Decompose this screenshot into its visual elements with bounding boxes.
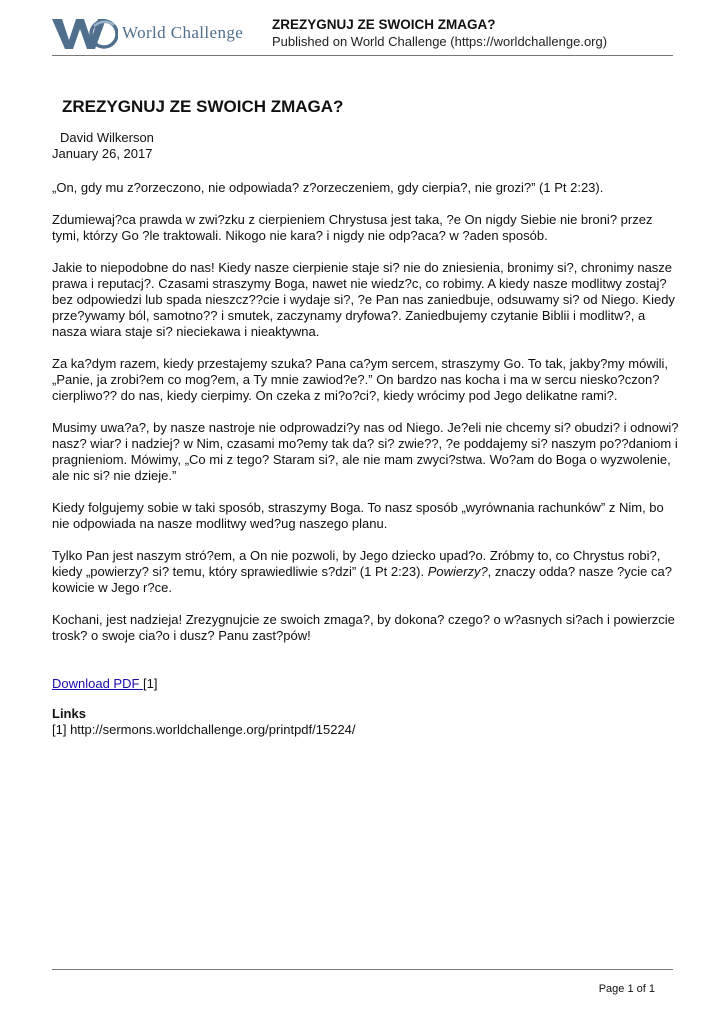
article-body	[52, 130, 682, 738]
footer-divider	[52, 969, 673, 970]
header-subtitle: Published on World Challenge (https://worldchallenge.org)	[272, 34, 608, 49]
download-reference: [1]	[143, 676, 158, 691]
header-title: ZREZYGNUJ ZE SWOICH ZMAGA?	[272, 17, 496, 32]
paragraph: Kochani, jest nadzieja! Zrezygnujcie ze swoich zmaga?, by dokona? czego? o w?asnych si?ach i powierzcie trosk? o swoje cia?o i dusz? Panu zast?pów!	[52, 612, 675, 643]
globe-logo-icon	[52, 16, 118, 50]
page-number: Page 1 of 1	[598, 983, 655, 995]
paragraph-text: , znaczy odda? nasze ?ycie ca?kowicie w Jego r?ce.	[52, 564, 672, 595]
page-title: ZREZYGNUJ ZE SWOICH ZMAGA?	[62, 97, 344, 116]
paragraph	[52, 548, 682, 596]
paragraph: Za ka?dym razem, kiedy przestajemy szuka? Pana ca?ym sercem, straszymy Go. To tak, jakby?my mówili, „Panie, ja zrobi?em co mog?em, a Ty mnie zawiod?e?.” On bardzo nas kocha i ma w sercu niesko?czon? cierpliwo?? do nas, kiedy cierpimy. On czeka z mi?o?ci?, kiedy wrócimy pod Jego delikatne rami?.	[52, 356, 669, 403]
world-challenge-logo[interactable]	[52, 14, 257, 52]
download-line	[52, 676, 682, 692]
author: David Wilkerson	[60, 130, 154, 145]
paragraph: Jakie to niepodobne do nas! Kiedy nasze cierpienie staje si? nie do zniesienia, bronimy si?, chronimy nasze prawa i reputacj?. Czasami straszymy Boga, nawet nie wiedz?c, co robimy. A kiedy nasze modlitwy zostaj? bez odpowiedzi lub spada nieszcz??cie i wydaje si?, ?e Pan nas zaniedbuje, odsuwamy si? od Niego. Kiedy prze?ywamy ból, samotno?? i smutek, zaczynamy dryfowa?. Zaniedbujemy czytanie Biblii i modlitw?, a nasza wiara staje si? nieciekawa i nieaktywna.	[52, 260, 675, 339]
paragraph: Zdumiewaj?ca prawda w zwi?zku z cierpieniem Chrystusa jest taka, ?e On nigdy Siebie nie broni? przez tymi, którzy Go ?le traktowali. Nikogo nie kara? i nigdy nie odp?aca? w ?aden sposób.	[52, 212, 653, 243]
header-divider	[52, 55, 673, 56]
paragraph: Kiedy folgujemy sobie w taki sposób, straszymy Boga. To nasz sposób „wyrównania rachunków” z Nim, bo nie odpowiada na nasze modlitwy wed?ug naszego planu.	[52, 500, 664, 531]
page-header	[52, 14, 673, 54]
paragraph-text: Tylko Pan jest naszym stró?em, a On nie pozwoli, by Jego dziecko upad?o. Zróbmy to, co Chrystus robi?, kiedy „powierzy? si? temu, który sprawiedliwie s?dzi” (1 Pt 2:23).	[52, 548, 661, 579]
paragraph: „On, gdy mu z?orzeczono, nie odpowiada? z?orzeczeniem, gdy cierpia?, nie grozi?” (1 Pt 2:23).	[52, 180, 604, 195]
paragraph: Musimy uwa?a?, by nasze nastroje nie odprowadzi?y nas od Niego. Je?eli nie chcemy si? obudzi? i odnowi? nasz? wiar? i nadziej? w Nim, czasami mo?emy tak da? si? zwie??, ?e poddajemy si? naszym po??daniom i pragnieniom. Mówimy, „Co mi z tego? Staram si?, ale nie mam zwyci?stwa. Wo?am do Boga o wyzwolenie, ale nic si? nie dzieje.”	[52, 420, 679, 483]
emphasis-text: Powierzy?	[427, 564, 488, 579]
link-item: [1] http://sermons.worldchallenge.org/printpdf/15224/	[52, 722, 356, 737]
links-heading: Links	[52, 706, 86, 721]
logo-text: World Challenge	[122, 23, 244, 42]
date: January 26, 2017	[52, 146, 153, 161]
download-pdf-link[interactable]: Download PDF	[52, 676, 144, 691]
